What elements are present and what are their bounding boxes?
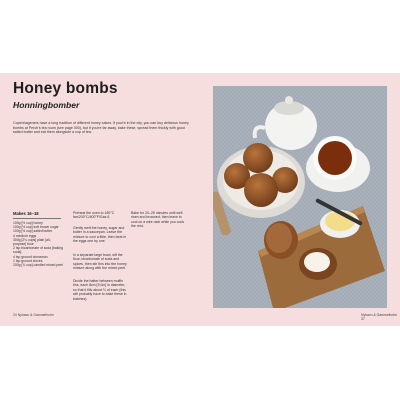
footer-left: 24 Nyhavn & Gammelholm — [13, 313, 54, 317]
method-step: Divide the batter between muffin tins, each 8cm [3¼in] in diameter, so that it fills about ⅔ of each (this will probably have to bake these in batches). — [73, 279, 127, 301]
recipe-intro: Copenhageners have a long tradition of different honey cakes. If you're in the city, you can buy delicious honey bombs at Perch's tea room (see page 000), but if you're far away, bake these, spread them thickly with good salted butter and eat them alongside a cup of tea. — [13, 121, 189, 135]
footer-right: Nyhavn & Gammelholm 37 — [361, 313, 397, 321]
honey-bombs-photo — [213, 86, 387, 308]
ingredient-item: 200g [⅞ cup] candied mixed peel — [13, 263, 63, 268]
ingredient-item: 4 tsp ground cinnamon — [13, 254, 48, 259]
ingredient-item: 2 tsp bicarbonate of soda [baking soda] — [13, 246, 63, 255]
ingredient-item: 100g [½ cup] salted butter — [13, 229, 53, 234]
ingredient-item: 300g [2¼ cups] plain [all-purpose] flour — [13, 237, 51, 247]
ingredient-item: 1 tsp ground cloves — [13, 258, 43, 263]
method-step: In a separate large bowl, sift the flour, bicarbonate of soda and spices, then stir this into the honey mixture along with the mixed peel. — [73, 253, 127, 271]
ingredient-list — [13, 221, 63, 267]
recipe-subtitle: Honningbomber — [13, 100, 80, 110]
ingredient-item: 100g [½ cup] honey — [13, 221, 43, 225]
method-step: Gently melt the honey, sugar and butter in a saucepan. Leave the mixture to cool a little, then beat in the eggs one by one. — [73, 226, 127, 244]
ingredient-item: 4 medium eggs — [13, 233, 37, 238]
method-step: Preheat the oven to 180°C fan/200°C/400°F/Gas 6. — [73, 211, 115, 220]
ingredient-item: 100g [½ cup] soft brown sugar — [13, 225, 59, 230]
method-step: Bake for 20–25 minutes until well risen and browned, then leave to cool on a wire rack while you cook the rest. — [131, 211, 185, 229]
yield-divider — [13, 218, 61, 219]
recipe-yield: Makes 16–18 — [13, 211, 39, 216]
recipe-title: Honey bombs — [13, 80, 118, 97]
